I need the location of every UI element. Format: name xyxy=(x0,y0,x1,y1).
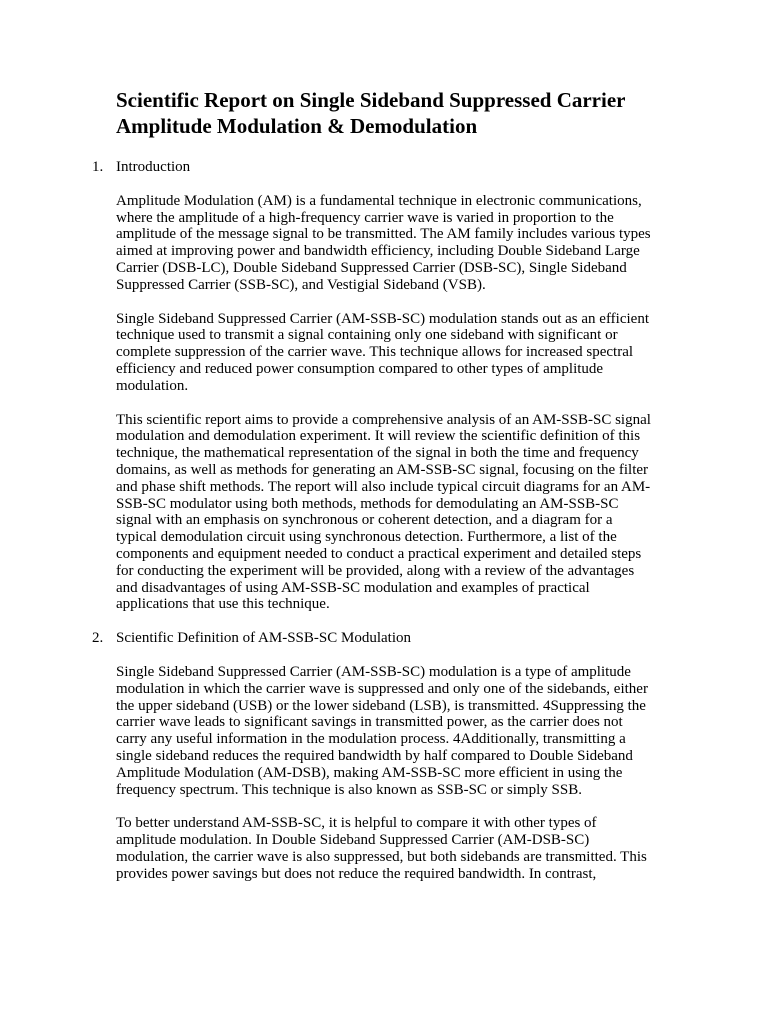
section-number: 2. xyxy=(92,630,104,647)
paragraph: Single Sideband Suppressed Carrier (AM-SSB-SC) modulation is a type of amplitude modulation in which the carrier wave is suppressed and only one of the sidebands, either the upper sideband (USB) or the lower sideband (LSB), is transmitted. 4Suppressing the carrier wave leads to significant savings in transmitted power, as the carrier does not carry any useful information in the modulation process. 4Additionally, transmitting a single sideband reduces the required bandwidth by half compared to Double Sideband Amplitude Modulation (AM-DSB), making AM-SSB-SC more efficient in using the frequency spectrum. This technique is also known as SSB-SC or simply SSB. xyxy=(116,663,648,798)
section-number: 1. xyxy=(92,159,104,175)
paragraph: Amplitude Modulation (AM) is a fundamental technique in electronic communications, where the amplitude of a high-frequency carrier wave is varied in proportion to the amplitude of the message signal to be transmitted. The AM family includes various types aimed at improving power and bandwidth efficiency, including Double Sideband Large Carrier (DSB-LC), Double Sideband Suppressed Carrier (DSB-SC), Single Sideband Suppressed Carrier (SSB-SC), and Vestigial Sideband (VSB). xyxy=(116,192,651,293)
paragraph: This scientific report aims to provide a comprehensive analysis of an AM-SSB-SC signal modulation and demodulation experiment. It will review the scientific definition of this technique, the mathematical representation of the signal in both the time and frequency domains, as well as methods for generating an AM-SSB-SC signal, focusing on the filter and phase shift methods. The report will also include typical circuit diagrams for an AM-SSB-SC modulator using both methods, methods for demodulating an AM-SSB-SC signal with an emphasis on synchronous or coherent detection, and a diagram for a typical demodulation circuit using synchronous detection. Furthermore, a list of the components and equipment needed to conduct a practical experiment and detailed steps for conducting the experiment will be provided, along with a review of the advantages and disadvantages of using AM-SSB-SC modulation and examples of practical applications that use this technique. xyxy=(116,411,651,613)
section-heading-text: Introduction xyxy=(116,159,191,175)
section-heading-text: Scientific Definition of AM-SSB-SC Modulation xyxy=(116,630,411,647)
paragraph: Single Sideband Suppressed Carrier (AM-SSB-SC) modulation stands out as an efficient technique used to transmit a signal containing only one sideband with significant or complete suppression of the carrier wave. This technique allows for increased spectral efficiency and reduced power consumption compared to other types of amplitude modulation. xyxy=(116,310,649,394)
section-heading-definition xyxy=(92,630,656,647)
section-heading-introduction xyxy=(92,159,656,176)
paragraph: To better understand AM-SSB-SC, it is helpful to compare it with other types of amplitude modulation. In Double Sideband Suppressed Carrier (AM-DSB-SC) modulation, the carrier wave is also suppressed, but both sidebands are transmitted. This provides power savings but does not reduce the required bandwidth. In contrast, xyxy=(116,815,647,882)
document-title: Scientific Report on Single Sideband Suppressed Carrier Amplitude Modulation & Demodulation xyxy=(116,88,626,138)
document-body xyxy=(92,87,656,899)
